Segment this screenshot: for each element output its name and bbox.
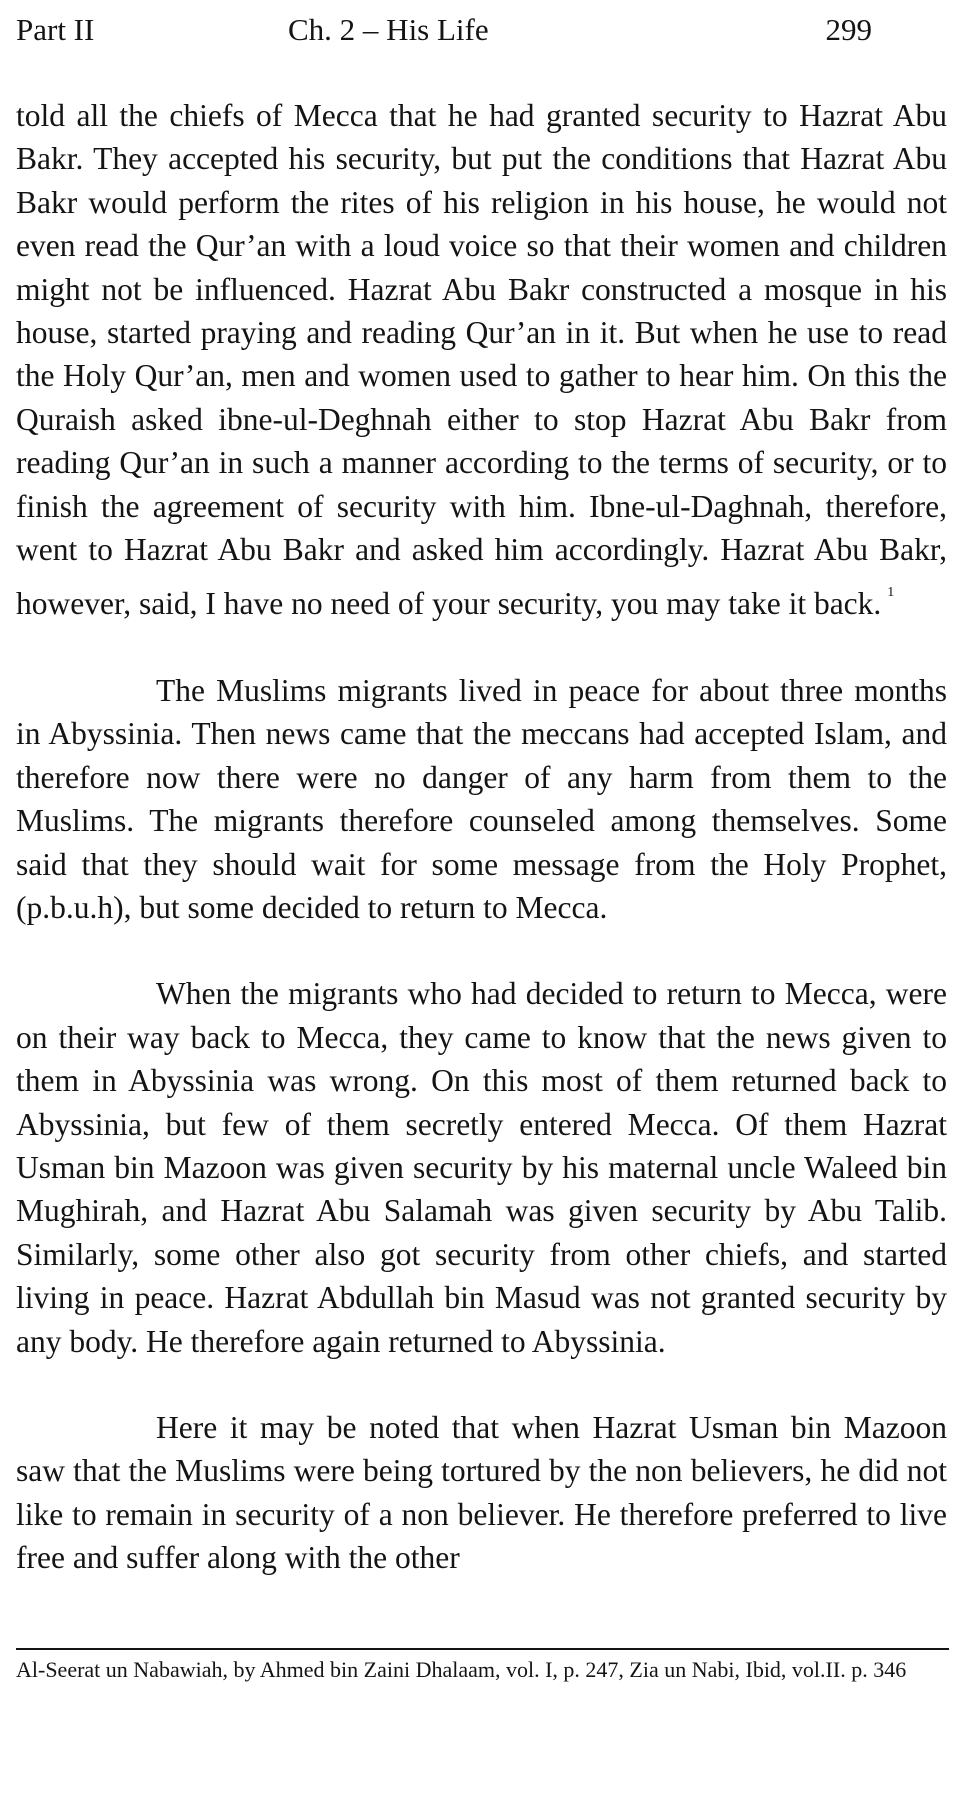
paragraph-2: The Muslims migrants lived in peace for about three months in Abyssinia. Then news came that the meccans had accepted Islam, and therefore now there were no danger of any harm from them to the Muslims. The migrants therefore counseled among themselves. Some said that they should wait for some message from the Holy Prophet, (p.b.u.h), but some decided to return to Mecca. (16, 672, 947, 925)
running-header (16, 6, 872, 54)
header-part: Part II (16, 12, 95, 47)
footnote-divider (16, 1648, 949, 1650)
footnote-marker: 1 (887, 585, 895, 601)
footnote-text: Al-Seerat un Nabawiah, by Ahmed bin Zaini Dhalaam, vol. I, p. 247, Zia un Nabi, Ibid, vol.II. p. 346 (16, 1657, 907, 1682)
body-text (16, 94, 947, 1580)
page-number: 299 (825, 12, 872, 47)
header-chapter-title: Ch. 2 – His Life (288, 12, 489, 47)
paragraph-1 (16, 94, 947, 626)
paragraph-1-text: told all the chiefs of Mecca that he had granted security to Hazrat Abu Bakr. They accepted his security, but put the conditions that Hazrat Abu Bakr would perform the rites of his religion in his house, he would not even read the Qur’an with a loud voice so that their women and children might not be influenced. Hazrat Abu Bakr constructed a mosque in his house, started praying and reading Qur’an in it. But when he use to read the Holy Qur’an, men and women used to gather to hear him. On this the Quraish asked ibne-ul-Deghnah either to stop Hazrat Abu Bakr from reading Qur’an in such a manner according to the terms of security, or to finish the agreement of security with him. Ibne-ul-Daghnah, therefore, went to Hazrat Abu Bakr and asked him accordingly. Hazrat Abu Bakr, however, said, I have no need of your security, you may take it back. (16, 98, 947, 622)
paragraph-4: Here it may be noted that when Hazrat Usman bin Mazoon saw that the Muslims were being tortured by the non believers, he did not like to remain in security of a non believer. He therefore preferred to live free and suffer along with the other (16, 1409, 947, 1576)
footnote (16, 1653, 947, 1687)
paragraph-3: When the migrants who had decided to return to Mecca, were on their way back to Mecca, they came to know that the news given to them in Abyssinia was wrong. On this most of them returned back to Abyssinia, but few of them secretly entered Mecca. Of them Hazrat Usman bin Mazoon was given security by his maternal uncle Waleed bin Mughirah, and Hazrat Abu Salamah was given security by Abu Talib. Similarly, some other also got security from other chiefs, and started living in peace. Hazrat Abdullah bin Masud was not granted security by any body. He therefore again returned to Abyssinia. (16, 976, 947, 1359)
